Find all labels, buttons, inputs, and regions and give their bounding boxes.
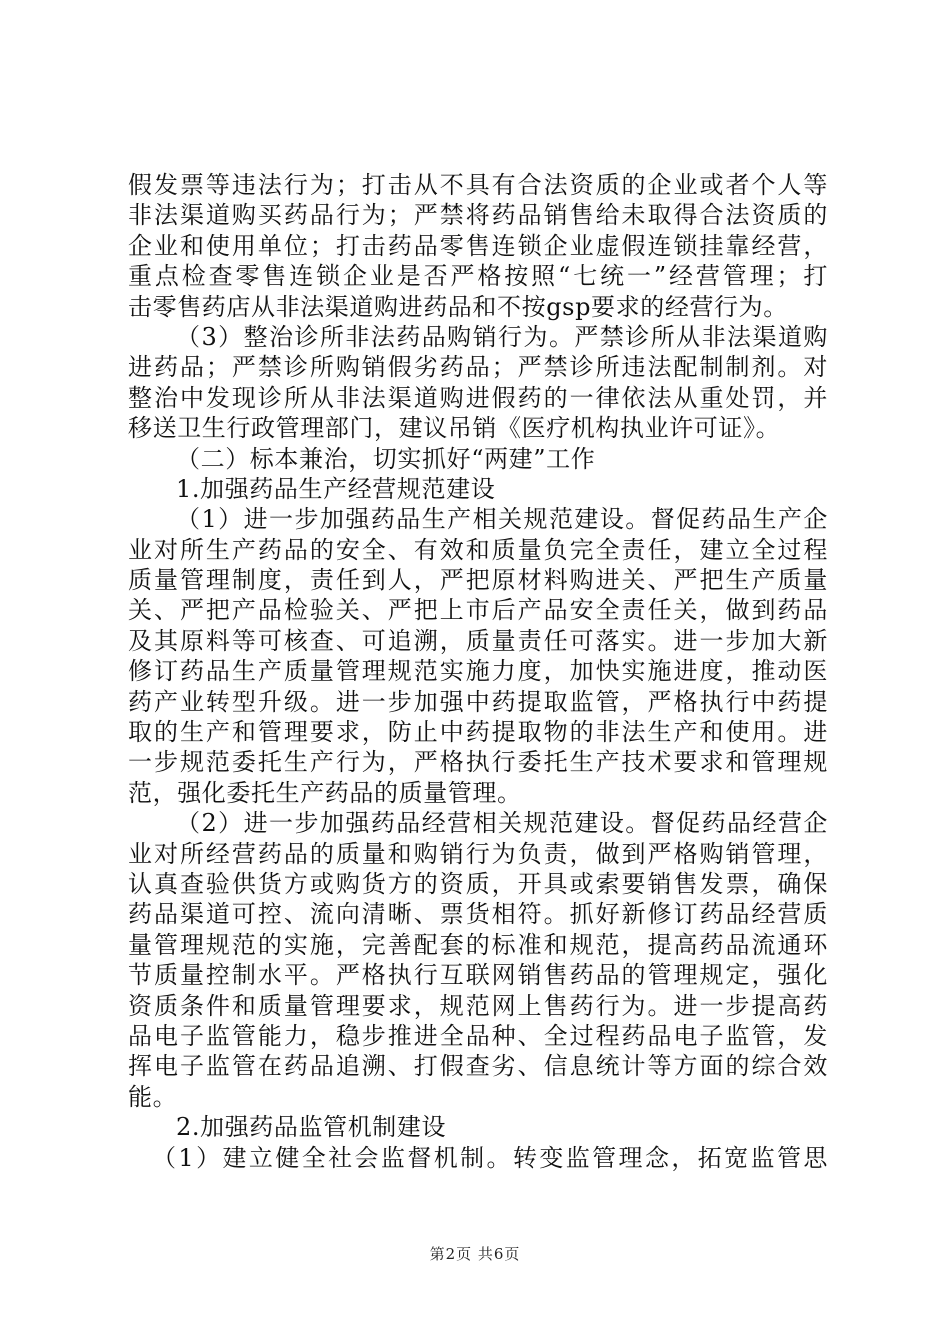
- document-body: [128, 170, 828, 1173]
- text-line: 进药品；严禁诊所购销假劣药品；严禁诊所违法配制制剂。对: [128, 353, 828, 382]
- text-line: （1）进一步加强药品生产相关规范建设。督促药品生产企: [176, 505, 828, 534]
- text-line: 一步规范委托生产行为，严格执行委托生产技术要求和管理规: [128, 748, 828, 777]
- text-line: 质量管理制度，责任到人，严把原材料购进关、严把生产质量: [128, 566, 828, 595]
- text-line: 节质量控制水平。严格执行互联网销售药品的管理规定，强化: [128, 961, 828, 990]
- text-line: 修订药品生产质量管理规范实施力度，加快实施进度，推动医: [128, 657, 828, 686]
- page-number-label: 第2页 共6页: [429, 1245, 521, 1263]
- text-line: 非法渠道购买药品行为；严禁将药品销售给未取得合法资质的: [128, 201, 828, 230]
- text-line: 药品渠道可控、流向清晰、票货相符。抓好新修订药品经营质: [128, 900, 828, 929]
- text-line: 2.加强药品监管机制建设: [176, 1113, 447, 1142]
- text-line: 整治中发现诊所从非法渠道购进假药的一律依法从重处罚，并: [128, 383, 828, 412]
- text-line: 挥电子监管在药品追溯、打假查劣、信息统计等方面的综合效: [128, 1052, 828, 1081]
- text-line: （二）标本兼治，切实抓好“两建”工作: [176, 444, 596, 473]
- text-line: 资质条件和质量管理要求，规范网上售药行为。进一步提高药: [128, 991, 828, 1020]
- page-footer: [0, 1244, 950, 1264]
- text-line: 及其原料等可核查、可追溯，质量责任可落实。进一步加大新: [128, 626, 828, 655]
- text-line: 重点检查零售连锁企业是否严格按照“七统一”经营管理；打: [128, 262, 828, 291]
- text-line: 关、严把产品检验关、严把上市后产品安全责任关，做到药品: [128, 596, 828, 625]
- text-line: 认真查验供货方或购货方的资质，开具或索要销售发票，确保: [128, 869, 828, 898]
- text-line: 范，强化委托生产药品的质量管理。: [128, 778, 522, 807]
- text-line: 移送卫生行政管理部门，建议吊销《医疗机构执业许可证》。: [128, 414, 781, 443]
- text-line: 品电子监管能力，稳步推进全品种、全过程药品电子监管，发: [128, 1021, 828, 1050]
- text-line: （3）整治诊所非法药品购销行为。严禁诊所从非法渠道购: [176, 322, 828, 351]
- text-line: 药产业转型升级。进一步加强中药提取监管，严格执行中药提: [128, 687, 828, 716]
- text-line: 能。: [128, 1082, 178, 1111]
- text-line: 业对所经营药品的质量和购销行为负责，做到严格购销管理，: [128, 839, 828, 868]
- text-line: （2）进一步加强药品经营相关规范建设。督促药品经营企: [176, 809, 828, 838]
- text-line: 假发票等违法行为；打击从不具有合法资质的企业或者个人等: [128, 171, 828, 199]
- text-line: 1.加强药品生产经营规范建设: [176, 474, 496, 503]
- text-line: 量管理规范的实施，完善配套的标准和规范，提高药品流通环: [128, 930, 828, 959]
- text-line: 击零售药店从非法渠道购进药品和不按gsp要求的经营行为。: [128, 292, 788, 321]
- text-line: 企业和使用单位；打击药品零售连锁企业虚假连锁挂靠经营，: [128, 231, 828, 260]
- text-line: 取的生产和管理要求，防止中药提取物的非法生产和使用。进: [128, 718, 828, 747]
- text-line: 业对所生产药品的安全、有效和质量负完全责任，建立全过程: [128, 535, 828, 564]
- text-line: （1）建立健全社会监督机制。转变监管理念，拓宽监管思: [152, 1143, 828, 1172]
